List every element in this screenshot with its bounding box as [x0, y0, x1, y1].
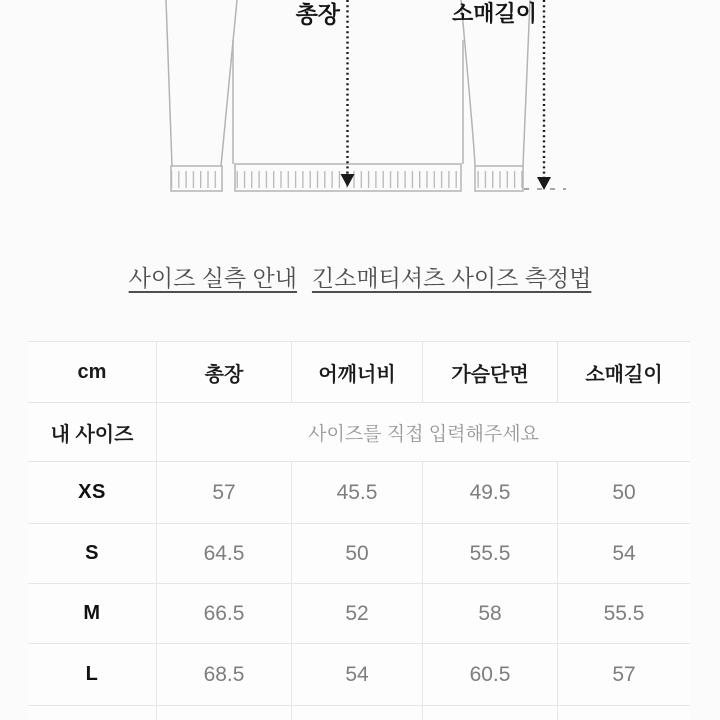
sleeve-length-measure-line: [524, 0, 566, 190]
col-header-shoulder-width: 어깨너비: [292, 342, 423, 402]
col-header-sleeve-length: 소매길이: [558, 342, 690, 402]
my-size-row: [28, 403, 690, 462]
value-cell: 55.5: [423, 524, 558, 583]
table-row: [28, 462, 690, 524]
table-row: [28, 524, 690, 584]
size-cell: [28, 706, 157, 720]
value-cell: 49.5: [423, 462, 558, 523]
garment-sketch: [0, 0, 720, 240]
value-cell: 55.5: [558, 584, 690, 643]
value-cell: 57: [558, 644, 690, 705]
value-cell: 66.5: [157, 584, 292, 643]
value-cell: 50: [558, 462, 690, 523]
right-cuff-rib: [475, 166, 523, 191]
size-table: [28, 341, 690, 720]
table-row: [28, 584, 690, 644]
value-cell: [157, 706, 292, 720]
tshirt-measure-method-link[interactable]: 긴소매티셔츠 사이즈 측정법: [311, 264, 592, 291]
value-cell: 57: [157, 462, 292, 523]
col-header-chest-width: 가슴단면: [423, 342, 558, 402]
table-row: [28, 644, 690, 706]
size-cell: S: [28, 524, 157, 583]
value-cell: 58: [423, 584, 558, 643]
size-cell: M: [28, 584, 157, 643]
col-header-total-length: 총장: [157, 342, 292, 402]
value-cell: [558, 706, 690, 720]
my-size-input-prompt[interactable]: 사이즈를 직접 입력해주세요: [157, 403, 690, 461]
unit-header-cell: cm: [28, 342, 157, 402]
value-cell: 54: [292, 644, 423, 705]
total-length-label: 총장: [295, 1, 340, 27]
table-row: [28, 706, 690, 720]
size-measure-guide-link[interactable]: 사이즈 실측 안내: [128, 264, 297, 291]
sleeve-length-label: 소매길이: [451, 1, 537, 26]
value-cell: 52: [292, 584, 423, 643]
value-cell: 54: [558, 524, 690, 583]
arrow-down-icon: [537, 177, 551, 190]
value-cell: 50: [292, 524, 423, 583]
value-cell: 68.5: [157, 644, 292, 705]
value-cell: [423, 706, 558, 720]
total-length-measure-line: [341, 0, 355, 187]
value-cell: 64.5: [157, 524, 292, 583]
table-header-row: [28, 342, 690, 403]
value-cell: 60.5: [423, 644, 558, 705]
value-cell: 45.5: [292, 462, 423, 523]
value-cell: [292, 706, 423, 720]
size-cell: XS: [28, 462, 157, 523]
size-cell: L: [28, 644, 157, 705]
my-size-label: 내 사이즈: [28, 403, 157, 461]
left-sleeve-outline: [166, 0, 237, 166]
garment-measurement-diagram: [0, 0, 720, 240]
size-links-row: [0, 258, 720, 294]
left-cuff-rib: [171, 166, 222, 191]
